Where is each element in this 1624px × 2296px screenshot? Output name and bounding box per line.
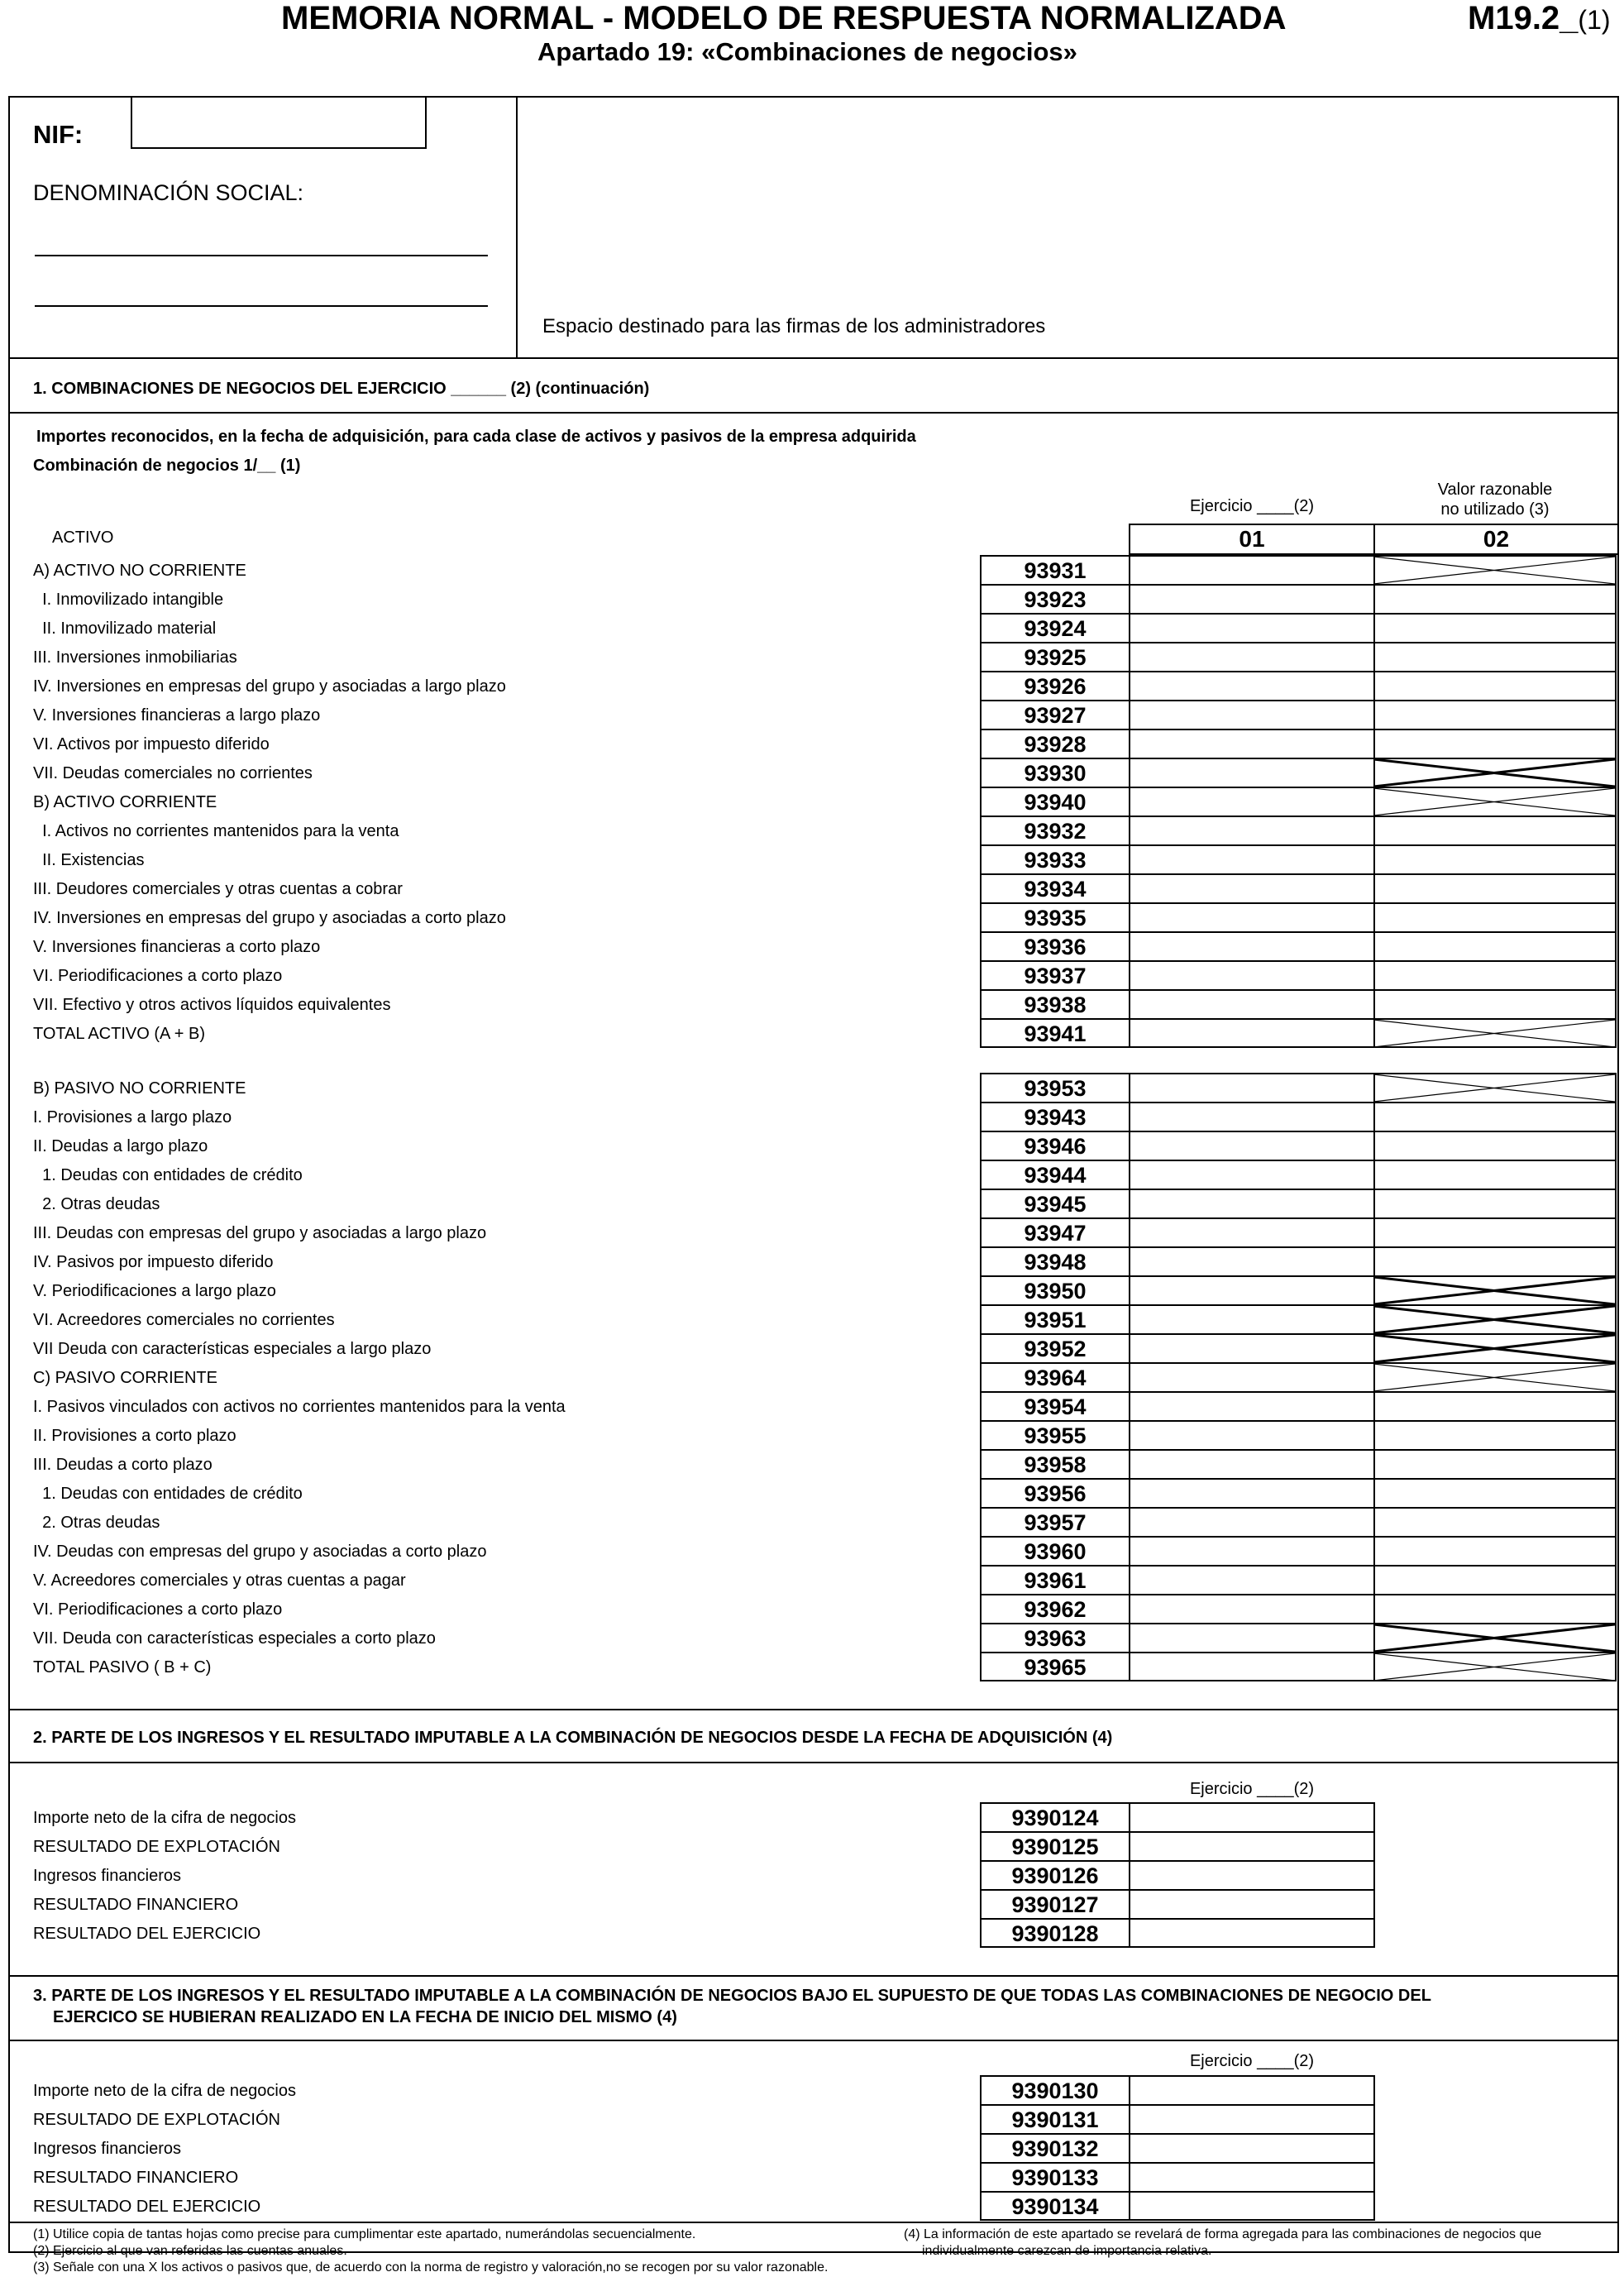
section3-title-line1: 3. PARTE DE LOS INGRESOS Y EL RESULTADO IMPUTABLE A LA COMBINACIÓN DE NEGOCIOS BAJO EL SUPUESTO DE QUE TODAS LAS COMBINACIONES DE NEGOCIO DEL (33, 1987, 1431, 2005)
table-row (0, 1420, 1624, 1449)
cross-mark-icon (1373, 1074, 1615, 1102)
row-code: 93941 (980, 1018, 1130, 1048)
section2-title: 2. PARTE DE LOS INGRESOS Y EL RESULTADO IMPUTABLE A LA COMBINACIÓN DE NEGOCIOS DESDE LA FECHA DE ADQUISICIÓN (4) (33, 1729, 1113, 1747)
row-code: 93924 (980, 613, 1130, 642)
row-code: 93923 (980, 584, 1130, 613)
id-divider (516, 96, 518, 359)
row-code: 9390130 (980, 2075, 1130, 2104)
row-code: 93964 (980, 1362, 1130, 1391)
row-label: RESULTADO DE EXPLOTACIÓN (33, 1838, 280, 1856)
table-row (0, 1802, 1624, 1831)
table-row (0, 2075, 1624, 2104)
row-code: 9390134 (980, 2191, 1130, 2221)
col1-header: Ejercicio ____(2) (1189, 497, 1315, 515)
row-label: 1. Deudas con entidades de crédito (33, 1485, 303, 1503)
value-cell-valor-razonable[interactable] (1373, 1160, 1617, 1189)
row-label: VII Deuda con características especiales a largo plazo (33, 1340, 432, 1358)
row-code: 9390132 (980, 2133, 1130, 2162)
row-label: III. Deudores comerciales y otras cuentas a cobrar (33, 880, 403, 898)
value-cell-valor-razonable[interactable] (1373, 816, 1617, 844)
value-cell-crossed (1373, 1362, 1617, 1391)
value-cell-ejercicio[interactable] (1129, 1362, 1375, 1391)
table-row (0, 1565, 1624, 1594)
col2-header-line1: Valor razonable (1437, 481, 1553, 499)
row-code: 93934 (980, 873, 1130, 902)
footnote-2: (2) Ejercicio al que van referidas las cuentas anuales. (33, 2244, 347, 2258)
form-title: MEMORIA NORMAL - MODELO DE RESPUESTA NORMALIZADA (281, 0, 1287, 36)
value-cell-valor-razonable[interactable] (1373, 931, 1617, 960)
table-row (0, 1131, 1624, 1160)
value-cell-ejercicio[interactable] (1129, 1918, 1375, 1948)
value-cell-ejercicio[interactable] (1129, 1889, 1375, 1918)
row-label: III. Deudas a corto plazo (33, 1456, 213, 1474)
row-label: VII. Deudas comerciales no corrientes (33, 764, 313, 782)
value-cell-ejercicio[interactable] (1129, 584, 1375, 613)
row-code: 93954 (980, 1391, 1130, 1420)
table-row (0, 2191, 1624, 2220)
row-label: V. Inversiones financieras a largo plazo (33, 706, 321, 725)
value-cell-ejercicio[interactable] (1129, 1160, 1375, 1189)
value-cell-ejercicio[interactable] (1129, 1594, 1375, 1623)
value-cell-valor-razonable[interactable] (1373, 1449, 1617, 1478)
form-subtitle: Apartado 19: «Combinaciones de negocios» (537, 37, 1077, 66)
row-label: Importe neto de la cifra de negocios (33, 2082, 296, 2100)
cross-mark-icon (1373, 1624, 1615, 1652)
value-cell-valor-razonable[interactable] (1373, 584, 1617, 613)
row-code: 93951 (980, 1304, 1130, 1333)
table-row (0, 1160, 1624, 1189)
value-cell-ejercicio[interactable] (1129, 1189, 1375, 1217)
value-cell-ejercicio[interactable] (1129, 642, 1375, 671)
denominacion-label: DENOMINACIÓN SOCIAL: (33, 180, 304, 205)
row-label: B) PASIVO NO CORRIENTE (33, 1079, 246, 1098)
cross-mark-icon (1373, 1020, 1615, 1047)
table-row (0, 1652, 1624, 1681)
table-row (0, 1018, 1624, 1047)
value-cell-valor-razonable[interactable] (1373, 844, 1617, 873)
form-code (1468, 0, 1611, 37)
table-row (0, 1889, 1624, 1918)
value-cell-valor-razonable[interactable] (1373, 700, 1617, 729)
row-label: Importe neto de la cifra de negocios (33, 1809, 296, 1827)
separator-s2 (8, 1709, 1619, 1710)
cross-mark-icon (1373, 759, 1615, 787)
row-label: TOTAL PASIVO ( B + C) (33, 1658, 212, 1677)
value-cell-valor-razonable[interactable] (1373, 902, 1617, 931)
section1-subtitle: Importes reconocidos, en la fecha de adquisición, para cada clase de activos y pasivos de la empresa adquirida (36, 428, 916, 446)
value-cell-ejercicio[interactable] (1129, 1391, 1375, 1420)
value-cell-valor-razonable[interactable] (1373, 1478, 1617, 1507)
row-label: Ingresos financieros (33, 1867, 181, 1885)
value-cell-ejercicio[interactable] (1129, 960, 1375, 989)
table-row (0, 1594, 1624, 1623)
row-code: 9390131 (980, 2104, 1130, 2133)
cross-mark-icon (1373, 1364, 1615, 1391)
row-label: 1. Deudas con entidades de crédito (33, 1166, 303, 1184)
footnote-1: (1) Utilice copia de tantas hojas como precise para cumplimentar este apartado, numerándolas secuencialmente. (33, 2227, 696, 2241)
value-cell-ejercicio[interactable] (1129, 1449, 1375, 1478)
value-cell-valor-razonable[interactable] (1373, 1391, 1617, 1420)
row-label: VI. Periodificaciones a corto plazo (33, 1600, 283, 1619)
value-cell-ejercicio[interactable] (1129, 555, 1375, 584)
value-cell-valor-razonable[interactable] (1373, 642, 1617, 671)
row-code: 93952 (980, 1333, 1130, 1362)
cross-mark-icon (1373, 1306, 1615, 1333)
value-cell-ejercicio[interactable] (1129, 1860, 1375, 1889)
row-label: 2. Otras deudas (33, 1514, 160, 1532)
col2-header (1373, 480, 1617, 519)
row-label: I. Activos no corrientes mantenidos para la venta (33, 822, 399, 840)
value-cell-ejercicio[interactable] (1129, 1246, 1375, 1275)
row-code: 93950 (980, 1275, 1130, 1304)
table-row (0, 1918, 1624, 1947)
table-row (0, 960, 1624, 989)
value-cell-ejercicio[interactable] (1129, 1802, 1375, 1831)
table-row (0, 1623, 1624, 1652)
table-row (0, 2104, 1624, 2133)
table-row (0, 1333, 1624, 1362)
section3-col-header: Ejercicio ____(2) (1189, 2052, 1315, 2070)
table-row (0, 1478, 1624, 1507)
value-cell-valor-razonable[interactable] (1373, 1594, 1617, 1623)
table-row (0, 1217, 1624, 1246)
row-code: 93955 (980, 1420, 1130, 1449)
table-row (0, 1246, 1624, 1275)
row-label: V. Periodificaciones a largo plazo (33, 1282, 276, 1300)
value-cell-crossed (1373, 787, 1617, 816)
table-row (0, 700, 1624, 729)
value-cell-ejercicio[interactable] (1129, 787, 1375, 816)
table-row (0, 1362, 1624, 1391)
col2-code: 02 (1373, 524, 1619, 555)
row-label: TOTAL ACTIVO (A + B) (33, 1025, 206, 1043)
value-cell-ejercicio[interactable] (1129, 2075, 1375, 2104)
row-code: 93926 (980, 671, 1130, 700)
table-row (0, 1189, 1624, 1217)
row-code: 93962 (980, 1594, 1130, 1623)
row-code: 93927 (980, 700, 1130, 729)
row-code: 93956 (980, 1478, 1130, 1507)
value-cell-ejercicio[interactable] (1129, 1333, 1375, 1362)
row-label: I. Pasivos vinculados con activos no corrientes mantenidos para la venta (33, 1398, 566, 1416)
row-code: 93935 (980, 902, 1130, 931)
table-row (0, 1860, 1624, 1889)
value-cell-valor-razonable[interactable] (1373, 1131, 1617, 1160)
row-code: 9390128 (980, 1918, 1130, 1948)
section1-title: 1. COMBINACIONES DE NEGOCIOS DEL EJERCICIO ______ (2) (continuación) (33, 380, 650, 398)
table-row (0, 873, 1624, 902)
value-cell-crossed (1373, 1333, 1617, 1362)
table-row (0, 642, 1624, 671)
row-label: VI. Periodificaciones a corto plazo (33, 967, 283, 985)
cross-mark-icon (1373, 557, 1615, 584)
separator-s3 (8, 1975, 1619, 1977)
value-cell-valor-razonable[interactable] (1373, 873, 1617, 902)
row-label: II. Inmovilizado material (33, 619, 217, 638)
row-code: 93925 (980, 642, 1130, 671)
row-code: 93937 (980, 960, 1130, 989)
value-cell-ejercicio[interactable] (1129, 931, 1375, 960)
row-label: RESULTADO FINANCIERO (33, 2169, 239, 2187)
value-cell-valor-razonable[interactable] (1373, 989, 1617, 1018)
table-row (0, 1536, 1624, 1565)
row-code: 9390125 (980, 1831, 1130, 1860)
table-row (0, 1102, 1624, 1131)
separator-s1 (8, 412, 1619, 414)
row-label: III. Inversiones inmobiliarias (33, 648, 237, 667)
row-code: 93933 (980, 844, 1130, 873)
row-code: 93945 (980, 1189, 1130, 1217)
value-cell-ejercicio[interactable] (1129, 2191, 1375, 2221)
value-cell-crossed (1373, 555, 1617, 584)
row-label: A) ACTIVO NO CORRIENTE (33, 562, 246, 580)
row-code: 93948 (980, 1246, 1130, 1275)
table-row (0, 844, 1624, 873)
row-code: 93944 (980, 1160, 1130, 1189)
row-label: IV. Pasivos por impuesto diferido (33, 1253, 274, 1271)
table-row (0, 1507, 1624, 1536)
value-cell-crossed (1373, 758, 1617, 787)
table-row (0, 1391, 1624, 1420)
row-code: 93932 (980, 816, 1130, 844)
value-cell-ejercicio[interactable] (1129, 1478, 1375, 1507)
value-cell-ejercicio[interactable] (1129, 1507, 1375, 1536)
cross-mark-icon (1373, 788, 1615, 816)
value-cell-crossed (1373, 1304, 1617, 1333)
value-cell-valor-razonable[interactable] (1373, 1420, 1617, 1449)
denominacion-line-2[interactable] (35, 305, 488, 307)
row-code: 9390133 (980, 2162, 1130, 2191)
footnote-4-line1: (4) La información de este apartado se revelará de forma agregada para las combinaciones de negocios que (904, 2227, 1542, 2241)
row-label: 2. Otras deudas (33, 1195, 160, 1213)
row-label: IV. Inversiones en empresas del grupo y asociadas a largo plazo (33, 677, 506, 696)
row-code: 93943 (980, 1102, 1130, 1131)
value-cell-ejercicio[interactable] (1129, 2162, 1375, 2191)
value-cell-crossed (1373, 1073, 1617, 1102)
value-cell-ejercicio[interactable] (1129, 873, 1375, 902)
value-cell-crossed (1373, 1275, 1617, 1304)
value-cell-ejercicio[interactable] (1129, 1565, 1375, 1594)
table-row (0, 671, 1624, 700)
row-label: II. Provisiones a corto plazo (33, 1427, 236, 1445)
table-row (0, 816, 1624, 844)
value-cell-valor-razonable[interactable] (1373, 1189, 1617, 1217)
row-label: RESULTADO DEL EJERCICIO (33, 2198, 261, 2216)
value-cell-ejercicio[interactable] (1129, 1131, 1375, 1160)
separator-s2-title (8, 1762, 1619, 1763)
row-label: II. Existencias (33, 851, 145, 869)
table-row (0, 2162, 1624, 2191)
row-label: VI. Activos por impuesto diferido (33, 735, 270, 753)
value-cell-valor-razonable[interactable] (1373, 960, 1617, 989)
table-row (0, 1449, 1624, 1478)
row-label: IV. Inversiones en empresas del grupo y asociadas a corto plazo (33, 909, 506, 927)
value-cell-ejercicio[interactable] (1129, 1018, 1375, 1048)
value-cell-ejercicio[interactable] (1129, 1420, 1375, 1449)
row-code: 93953 (980, 1073, 1130, 1102)
separator-footnotes (8, 2222, 1619, 2223)
table-row (0, 555, 1624, 584)
col1-code: 01 (1129, 524, 1375, 555)
nif-label: NIF: (33, 120, 84, 149)
row-label: IV. Deudas con empresas del grupo y asociadas a corto plazo (33, 1543, 487, 1561)
row-code: 9390126 (980, 1860, 1130, 1889)
separator-s3-title (8, 2040, 1619, 2041)
row-code: 93928 (980, 729, 1130, 758)
value-cell-valor-razonable[interactable] (1373, 671, 1617, 700)
value-cell-ejercicio[interactable] (1129, 700, 1375, 729)
separator-id (8, 357, 1619, 359)
form-code-main: M19.2_ (1468, 0, 1579, 36)
value-cell-ejercicio[interactable] (1129, 2104, 1375, 2133)
value-cell-ejercicio[interactable] (1129, 1073, 1375, 1102)
table-row (0, 2133, 1624, 2162)
row-code: 93957 (980, 1507, 1130, 1536)
row-label: I. Provisiones a largo plazo (33, 1108, 232, 1126)
row-code: 93960 (980, 1536, 1130, 1565)
value-cell-ejercicio[interactable] (1129, 902, 1375, 931)
form-code-suffix: (1) (1578, 5, 1611, 35)
table-row (0, 584, 1624, 613)
table-row (0, 1831, 1624, 1860)
table-row (0, 989, 1624, 1018)
firmas-space: Espacio destinado para las firmas de los administradores (542, 315, 1046, 337)
section2-col-header: Ejercicio ____(2) (1189, 1780, 1315, 1798)
value-cell-valor-razonable[interactable] (1373, 1565, 1617, 1594)
value-cell-valor-razonable[interactable] (1373, 1102, 1617, 1131)
row-code: 9390127 (980, 1889, 1130, 1918)
value-cell-ejercicio[interactable] (1129, 989, 1375, 1018)
value-cell-valor-razonable[interactable] (1373, 1536, 1617, 1565)
table-row (0, 613, 1624, 642)
value-cell-valor-razonable[interactable] (1373, 613, 1617, 642)
row-label: VI. Acreedores comerciales no corrientes (33, 1311, 335, 1329)
row-label: B) ACTIVO CORRIENTE (33, 793, 217, 811)
value-cell-ejercicio[interactable] (1129, 2133, 1375, 2162)
table-row (0, 931, 1624, 960)
value-cell-ejercicio[interactable] (1129, 1652, 1375, 1681)
value-cell-ejercicio[interactable] (1129, 1536, 1375, 1565)
row-code: 93930 (980, 758, 1130, 787)
value-cell-ejercicio[interactable] (1129, 613, 1375, 642)
cross-mark-icon (1373, 1653, 1615, 1681)
value-cell-ejercicio[interactable] (1129, 758, 1375, 787)
table-row (0, 1073, 1624, 1102)
row-label: RESULTADO DEL EJERCICIO (33, 1925, 261, 1943)
value-cell-valor-razonable[interactable] (1373, 1246, 1617, 1275)
section3-title-line2: EJERCICO SE HUBIERAN REALIZADO EN LA FECHA DE INICIO DEL MISMO (4) (53, 2008, 677, 2026)
row-code: 93961 (980, 1565, 1130, 1594)
table-row (0, 1304, 1624, 1333)
value-cell-ejercicio[interactable] (1129, 1831, 1375, 1860)
value-cell-valor-razonable[interactable] (1373, 1507, 1617, 1536)
row-label: II. Deudas a largo plazo (33, 1137, 208, 1155)
value-cell-ejercicio[interactable] (1129, 729, 1375, 758)
row-code: 93963 (980, 1623, 1130, 1652)
activo-label: ACTIVO (52, 529, 114, 547)
value-cell-crossed (1373, 1652, 1617, 1681)
row-label: RESULTADO DE EXPLOTACIÓN (33, 2111, 280, 2129)
row-code: 9390124 (980, 1802, 1130, 1831)
value-cell-ejercicio[interactable] (1129, 671, 1375, 700)
value-cell-crossed (1373, 1623, 1617, 1652)
row-label: V. Inversiones financieras a corto plazo (33, 938, 321, 956)
value-cell-valor-razonable[interactable] (1373, 1217, 1617, 1246)
value-cell-ejercicio[interactable] (1129, 1102, 1375, 1131)
value-cell-crossed (1373, 1018, 1617, 1048)
row-code: 93931 (980, 555, 1130, 584)
cross-mark-icon (1373, 1277, 1615, 1304)
footnote-4-line2: individualmente carezcan de importancia relativa. (922, 2244, 1212, 2258)
col2-header-line2: no utilizado (3) (1440, 500, 1550, 519)
value-cell-ejercicio[interactable] (1129, 816, 1375, 844)
table-row (0, 902, 1624, 931)
row-label: VII. Efectivo y otros activos líquidos equivalentes (33, 996, 391, 1014)
row-code: 93965 (980, 1652, 1130, 1681)
row-label: V. Acreedores comerciales y otras cuentas a pagar (33, 1571, 406, 1590)
row-label: III. Deudas con empresas del grupo y asociadas a largo plazo (33, 1224, 487, 1242)
row-code: 93940 (980, 787, 1130, 816)
cross-mark-icon (1373, 1335, 1615, 1362)
row-code: 93938 (980, 989, 1130, 1018)
combinacion-label: Combinación de negocios 1/__ (1) (33, 457, 301, 475)
row-label: C) PASIVO CORRIENTE (33, 1369, 217, 1387)
row-label: VII. Deuda con características especiales a corto plazo (33, 1629, 436, 1648)
row-code: 93936 (980, 931, 1130, 960)
row-code: 93946 (980, 1131, 1130, 1160)
row-label: Ingresos financieros (33, 2140, 181, 2158)
table-row (0, 787, 1624, 816)
value-cell-ejercicio[interactable] (1129, 1304, 1375, 1333)
row-label: I. Inmovilizado intangible (33, 591, 224, 609)
footnote-3: (3) Señale con una X los activos o pasivos que, de acuerdo con la norma de registro y valoración,no se recogen por su valor razonable. (33, 2260, 829, 2274)
table-row (0, 758, 1624, 787)
nif-input[interactable] (131, 96, 427, 149)
row-label: RESULTADO FINANCIERO (33, 1896, 239, 1914)
value-cell-ejercicio[interactable] (1129, 1623, 1375, 1652)
value-cell-ejercicio[interactable] (1129, 1275, 1375, 1304)
denominacion-line-1[interactable] (35, 255, 488, 256)
row-code: 93958 (980, 1449, 1130, 1478)
row-code: 93947 (980, 1217, 1130, 1246)
value-cell-valor-razonable[interactable] (1373, 729, 1617, 758)
value-cell-ejercicio[interactable] (1129, 844, 1375, 873)
value-cell-ejercicio[interactable] (1129, 1217, 1375, 1246)
table-row (0, 729, 1624, 758)
table-row (0, 1275, 1624, 1304)
